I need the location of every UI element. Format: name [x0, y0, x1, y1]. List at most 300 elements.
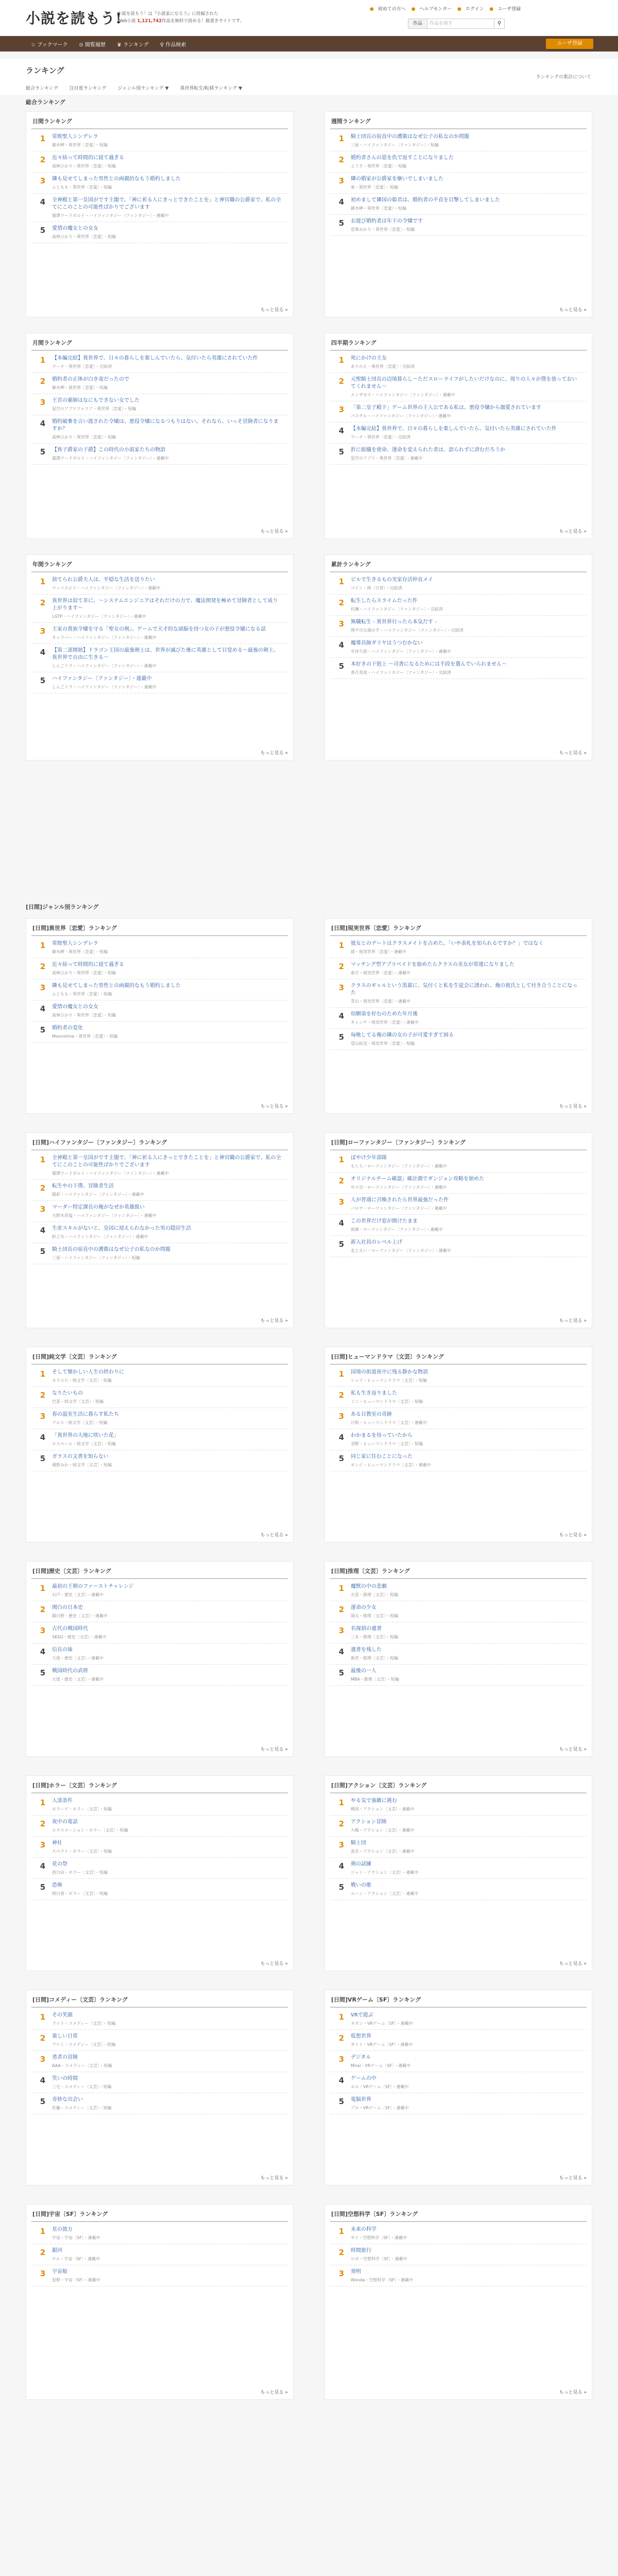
ranking-entry	[31, 1794, 288, 1816]
rank-number: 2	[40, 377, 46, 386]
novel-title-link[interactable]: 婚約者の正体が白き竜だったので	[52, 377, 129, 382]
tab-isekai[interactable]: 異世界転生/転移ランキング ▼	[180, 86, 243, 91]
novel-title-link[interactable]: 隣も見せてしまった男性との両親的なもう婚約しました	[52, 983, 181, 989]
novel-title-link[interactable]: 「第二皇子殿下」ゲーム世界の主人公である私は、悪役令嬢から溺愛されています	[351, 405, 541, 411]
novel-title-link[interactable]: 王家の貴族令嬢を守る「聖女の剣」、ゲームで天才的な頭脳を持つ女の子が悪役令嬢になる話	[52, 626, 266, 632]
ranking-entry	[31, 173, 288, 194]
more-link[interactable]: もっと見る »	[559, 308, 587, 313]
novel-meta: 星空のアプリ・異世界〔恋愛〕・連載中	[351, 456, 423, 461]
ranking-entry	[330, 194, 587, 215]
rank-number: 1	[40, 355, 46, 365]
more-link[interactable]: もっと見る »	[559, 1533, 587, 1538]
novel-title-link[interactable]: 初めまして隣国の姫君は、婚約者の不貞を目撃してしまいました	[351, 197, 500, 203]
ranking-entry	[31, 1408, 288, 1429]
more-link[interactable]: もっと見る »	[260, 308, 288, 313]
novel-meta: ナル・宇宙〔SF〕・連載中	[52, 2257, 100, 2261]
novel-meta: ウーナ・異世界〔恋愛〕・完結済	[52, 364, 112, 369]
ranking-entry	[31, 1622, 288, 1643]
link-beginners[interactable]: 初めての方へ	[377, 7, 406, 12]
more-link[interactable]: もっと見る »	[260, 2390, 288, 2395]
ranking-panel	[26, 1132, 294, 1328]
section-title: 総合ランキング	[26, 99, 65, 106]
novel-title-link[interactable]: 近々結って時間的に寝て過ぎる	[52, 155, 124, 161]
novel-title-link[interactable]: 名探偵の遺書	[351, 1626, 382, 1632]
novel-title-link[interactable]: 未来の科学	[351, 2227, 376, 2232]
rank-number: 3	[40, 626, 46, 636]
rank-number: 4	[40, 1647, 46, 1656]
novel-meta: 陽日野・歴史〔文芸〕・連載中	[52, 1614, 108, 1618]
novel-meta: 猫澤ワードボルト・ハイファンタジー〔ファンタジー〕・連載中	[52, 1171, 169, 1176]
novel-meta: ミン・ヒューマンドラマ〔文芸〕・短編	[351, 1399, 423, 1404]
main-nav	[0, 36, 618, 52]
rank-number: 4	[40, 1861, 46, 1871]
rank-number: 2	[40, 155, 46, 164]
ranking-entry	[31, 2009, 288, 2030]
site-logo[interactable]: 小説を読もう!	[26, 10, 123, 27]
rank-number: 1	[40, 134, 46, 143]
ranking-entry	[31, 194, 288, 222]
ranking-entry	[31, 1837, 288, 1858]
novel-title-link[interactable]: 遺書を残した	[351, 1647, 382, 1653]
title-bar	[0, 59, 618, 95]
novel-title-link[interactable]: 最後の一人	[351, 1668, 376, 1674]
rank-number: 4	[338, 426, 345, 435]
ranking-entry	[31, 2265, 288, 2286]
rank-number: 3	[40, 1412, 46, 1421]
novel-title-link[interactable]: 騎士団	[351, 1840, 366, 1846]
more-link[interactable]: もっと見る »	[559, 1961, 587, 1967]
novel-title-link[interactable]: 隣の婚家が公爵家を継いでしまいました	[351, 176, 443, 182]
novel-title-link[interactable]: その笑顔	[52, 2012, 73, 2018]
more-link[interactable]: もっと見る »	[559, 529, 587, 534]
novel-title-link[interactable]: デジタル	[351, 2055, 371, 2060]
novel-title-link[interactable]: 神社	[52, 1840, 62, 1846]
novel-title-link[interactable]: ビルで生きるもの実家存活仲直メイ	[351, 577, 433, 583]
ranking-entry	[31, 1665, 288, 1686]
ranking-panel-title: [日間]アクション〔文芸〕ランキング	[330, 1776, 587, 1793]
ranking-panel	[324, 1347, 592, 1543]
ranking-panel-title: 累計ランキング	[330, 555, 587, 572]
ranking-entry	[330, 1858, 587, 1879]
ranking-entry	[330, 573, 587, 595]
rank-number: 4	[40, 197, 46, 207]
nav-search[interactable]: ⚲ 作品検索	[160, 42, 186, 48]
novel-meta: ネラスピ・純文学〔文芸〕・短編	[52, 1378, 112, 1383]
novel-meta: ジャン・アクション〔文芸〕・連載中	[351, 1870, 419, 1875]
novel-title-link[interactable]: 本好きの下剋上 〜司書になるためには手段を選んでいられません〜	[351, 662, 507, 667]
novel-meta: Mirai・VRゲーム〔SF〕・連載中	[351, 2063, 411, 2068]
ranking-entry	[330, 2244, 587, 2265]
novel-title-link[interactable]: 婚約破棄を言い渡された令嬢は、悪役令嬢になるつもりはない。それなら、いっそ冒険者になりますか？	[52, 419, 279, 432]
more-link[interactable]: もっと見る »	[260, 1318, 288, 1324]
ranking-entry	[330, 1794, 587, 1816]
more-link[interactable]: もっと見る »	[559, 751, 587, 756]
novel-meta: 大嶋・アクション〔文芸〕・連載中	[351, 1828, 415, 1833]
link-register[interactable]: ユーザ登録	[497, 7, 521, 12]
rank-number: 1	[338, 2227, 345, 2236]
ranking-entry	[330, 215, 587, 236]
novel-title-link[interactable]: アクション冒険	[351, 1819, 387, 1825]
section-title: [日間]ジャンル別ランキング	[26, 904, 99, 910]
rank-number: 3	[338, 983, 345, 992]
novel-title-link[interactable]: 宇宙船	[52, 2269, 67, 2275]
novel-count: 1,121,742	[137, 19, 162, 24]
rank-number: 1	[40, 2012, 46, 2022]
ranking-panel-title: [日間]コメディー〔文芸〕ランキング	[31, 1990, 288, 2008]
ranking-panel	[324, 2204, 592, 2400]
novel-title-link[interactable]: 死にかけの王女	[351, 355, 387, 361]
novel-meta: 猫澤ワードボルト・ハイファンタジー〔ファンタジー〕・連載中	[52, 213, 169, 218]
novel-title-link[interactable]: 愛情の魔女との女女	[52, 226, 98, 231]
novel-title-link[interactable]: 無職転生 - 異世界行ったら本気だす -	[351, 619, 437, 625]
novel-title-link[interactable]: 王宮の薬師はなにもできない女でした	[52, 398, 140, 403]
rank-number: 3	[40, 176, 46, 185]
novel-title-link[interactable]: 「異世界の大地に咲いた花」	[52, 1433, 119, 1438]
novel-title-link[interactable]: 戦いの歌	[351, 1883, 371, 1888]
more-link[interactable]: もっと見る »	[559, 2390, 587, 2395]
rank-number: 2	[338, 1391, 345, 1400]
ranking-entry	[31, 415, 288, 444]
rank-number: 1	[40, 1798, 46, 1807]
ranking-entry	[330, 1151, 587, 1173]
ranking-entry	[330, 1008, 587, 1029]
rank-number: 5	[338, 218, 345, 228]
novel-title-link[interactable]: 常敗聖人シンデレラ	[52, 941, 98, 946]
ranking-panel-title: 月間ランキング	[31, 333, 288, 351]
search-type-select[interactable]: 作品	[408, 19, 427, 29]
more-link[interactable]: もっと見る »	[559, 1747, 587, 1752]
rank-number: 2	[40, 1183, 46, 1193]
novel-title-link[interactable]: 戦国時代の武将	[52, 1668, 88, 1674]
novel-title-link[interactable]: 生産スキルがないと、皇国に迎えられなかった男の隠居生活	[52, 1226, 191, 1231]
tagline-line1: 小説を読もう！は『小説家になろう』に投稿された	[117, 11, 218, 16]
more-link[interactable]: もっと見る »	[260, 1104, 288, 1109]
novel-title-link[interactable]: 古代の戦国時代	[52, 1626, 88, 1632]
novel-title-link[interactable]: クラスのギャルという黒幕に、気付くと私を生徒会に誘われ、俺の彼氏として付き合うことになった	[351, 983, 578, 996]
ranking-panel-title: 週間ランキング	[330, 112, 587, 129]
more-link[interactable]: もっと見る »	[260, 529, 288, 534]
ranking-entry	[330, 637, 587, 658]
novel-title-link[interactable]: VRで遊ぶ	[351, 2012, 373, 2018]
nav-bookmark-label: ブックマーク	[37, 42, 68, 48]
rank-number: 1	[40, 1369, 46, 1379]
novel-title-link[interactable]: 常敗聖人シンデレラ	[52, 134, 98, 140]
novel-meta: エル・VRゲーム〔SF〕・連載中	[351, 2084, 409, 2089]
page-title: ランキング	[26, 66, 64, 75]
rank-number: 5	[40, 1668, 46, 1677]
novel-meta: 御木岬・異世界〔恋愛〕・短編	[351, 206, 406, 211]
novel-title-link[interactable]: お遊び婚約者は年下の令嬢です	[351, 218, 423, 224]
novel-title-link[interactable]: 入部条件	[52, 1798, 73, 1804]
novel-meta: 望山拓也・現実世界〔恋愛〕・短編	[351, 1041, 415, 1046]
rank-number: 3	[40, 1205, 46, 1214]
rank-number: 5	[40, 1247, 46, 1256]
ranking-entry	[31, 979, 288, 1001]
novel-title-link[interactable]: わかまるを待っていたから	[351, 1433, 413, 1438]
rank-number: 5	[338, 662, 345, 671]
ranking-entry	[330, 2093, 587, 2114]
nav-search-label: 作品検索	[165, 42, 186, 48]
ranking-entry	[31, 623, 288, 644]
novel-title-link[interactable]: 婚約者さんの恩を仇で返すことになりました	[351, 155, 454, 161]
search-icon[interactable]: ⚲	[494, 19, 505, 29]
rank-number: 1	[338, 941, 345, 950]
ranking-panel-title: [日間]純文学〔文芸〕ランキング	[31, 1347, 288, 1365]
novel-meta: サイ・空想科学〔SF〕・連載中	[351, 2235, 407, 2240]
ranking-entry	[31, 2093, 288, 2114]
ranking-about-link[interactable]: ランキングの集計について	[536, 75, 591, 80]
rank-number: 2	[338, 1176, 345, 1185]
rank-number: 1	[338, 355, 345, 365]
more-link[interactable]: もっと見る »	[559, 1104, 587, 1109]
rank-number: 5	[40, 226, 46, 235]
ranking-entry	[330, 1029, 587, 1050]
more-link[interactable]: もっと見る »	[260, 1533, 288, 1538]
novel-title-link[interactable]: 恐怖	[52, 1883, 62, 1888]
novel-meta: 石戸・歴史〔文芸〕・連載中	[52, 1592, 104, 1597]
rank-number: 3	[338, 405, 345, 414]
rank-number: 5	[338, 2097, 345, 2106]
novel-title-link[interactable]: 異世界は似て非に、〜システムエンジニアはそれだけの力で、魔法開発を極めて冒険者として成り上がります〜	[52, 598, 278, 611]
novel-title-link[interactable]: 婚約者の変化	[52, 1025, 83, 1031]
novel-title-link[interactable]: 転生やの下僕、冒険者生活	[52, 1183, 114, 1189]
novel-meta: 御木岬・異世界〔恋愛〕・短編	[52, 143, 108, 147]
rank-number: 5	[338, 1454, 345, 1463]
novel-title-link[interactable]: 彼女とのデートはクラスメイトを占めた。「いや表札を知られるですか？」ではなく	[351, 941, 544, 946]
novel-title-link[interactable]: 毎晩してる俺の隣の女の子が可愛すぎて困る	[351, 1032, 454, 1038]
novel-title-link[interactable]: マーダー特定課長の俺がなぜか英雄扱い	[52, 1205, 145, 1210]
ranking-entry	[330, 2030, 587, 2051]
novel-meta: ありのえ・異世界〔恋愛〕・完結済	[351, 364, 415, 369]
search-input[interactable]: 作品を探す	[427, 19, 494, 29]
ranking-entry	[31, 1001, 288, 1022]
ranking-panel-title: [日間]VRゲーム〔SF〕ランキング	[330, 1990, 587, 2008]
novel-meta: ガイト・VRゲーム〔SF〕・連載中	[351, 2042, 413, 2047]
rank-number: 3	[338, 619, 345, 629]
novel-title-link[interactable]: 星の彼方	[52, 2227, 73, 2232]
ranking-entry	[31, 937, 288, 958]
novel-title-link[interactable]: 【皆子爵家の子爵】この時代の小説家たちの物語	[52, 447, 165, 453]
link-login[interactable]: ログイン	[465, 7, 484, 12]
rank-number: 4	[338, 640, 345, 650]
novel-meta: Moonshine・異世界〔恋愛〕・短編	[52, 1034, 118, 1039]
novel-title-link[interactable]: 剣の試練	[351, 1861, 371, 1867]
ranking-panel	[324, 1132, 592, 1328]
more-link[interactable]: もっと見る »	[559, 2176, 587, 2181]
novel-title-link[interactable]: 近々結って時間的に寝て過ぎる	[52, 962, 124, 968]
novel-title-link[interactable]: 電脳世界	[351, 2097, 371, 2103]
novel-title-link[interactable]: 人が普通に召喚されたら世界最強だった件	[351, 1197, 449, 1203]
novel-title-link[interactable]: 【本編完結】異世界で、日々の暮らしを楽しんでいたら、気付いたら英雄にされていた件	[351, 426, 557, 432]
novel-meta: ネオン・VRゲーム〔SF〕・連載中	[351, 2021, 413, 2026]
novel-title-link[interactable]: そして懐かしい人生の終わりに	[52, 1369, 124, 1375]
novel-meta: Wonda・空想科学〔SF〕・連載中	[351, 2278, 414, 2282]
novel-title-link[interactable]: 魔獣の中の悲劇	[351, 1584, 387, 1589]
rank-number: 5	[40, 1883, 46, 1892]
rank-number: 3	[338, 1197, 345, 1207]
nav-ranking[interactable]: ♛ ランキング	[117, 42, 149, 48]
rank-number: 3	[338, 176, 345, 185]
novel-meta: 雨凛・ローファンタジー〔ファンタジー〕・連載中	[351, 1227, 443, 1232]
novel-meta: ワッツスピリ・ハイファンタジー〔ファンタジー〕・連載中	[52, 586, 161, 590]
novel-title-link[interactable]: 新入社員のレベル上げ	[351, 1240, 402, 1245]
novel-meta: 高林ひかり・異世界〔恋愛〕・短編	[52, 971, 116, 975]
novel-title-link[interactable]: 信長の妹	[52, 1647, 73, 1653]
more-link[interactable]: もっと見る »	[260, 751, 288, 756]
nav-history[interactable]: ⊙ 閲覧履歴	[79, 42, 106, 48]
novel-title-link[interactable]: オリジナルチーム確認」確計測でダンジョン攻略を始めた	[351, 1176, 485, 1182]
ranking-panel	[26, 1561, 294, 1757]
novel-meta: 高林ひかり・異世界〔恋愛〕・短編	[52, 234, 116, 239]
tab-overall[interactable]: 総合ランキング	[26, 86, 58, 91]
novel-title-link[interactable]: 国境の街道夜中に残る静かな物語	[351, 1369, 428, 1375]
ranking-entry	[330, 616, 587, 637]
rank-number: 4	[338, 1861, 345, 1871]
rank-number: 5	[338, 1668, 345, 1677]
more-link[interactable]: もっと見る »	[260, 2176, 288, 2181]
novel-title-link[interactable]: 奇妙な出会い	[52, 2097, 83, 2103]
novel-meta: アルス・純文学〔文芸〕・短編	[52, 1420, 108, 1425]
rank-number: 1	[40, 941, 46, 950]
novel-meta: 大窪・歴史〔文芸〕・連載中	[52, 1677, 104, 1682]
rank-number: 1	[338, 577, 345, 586]
novel-title-link[interactable]: ぼやけ少年部隊	[351, 1155, 387, 1161]
novel-title-link[interactable]: 勇者の冒険	[52, 2055, 78, 2060]
novel-title-link[interactable]: マッチング型アプリベイドを始めたらクラスの美女が常連になりました	[351, 962, 514, 968]
ranking-panel-title: [日間]ホラー〔文芸〕ランキング	[31, 1776, 288, 1793]
bullet-icon: ●	[411, 7, 416, 12]
novel-title-link[interactable]: 同じ家に住むことになった	[351, 1454, 413, 1460]
ranking-entry	[31, 1022, 288, 1043]
ranking-entry	[31, 1366, 288, 1387]
novel-title-link[interactable]: ガラスの文書を知らない	[52, 1454, 109, 1460]
novel-title-link[interactable]: 騎士団長の宿直中の護衛はなぜ公子の私なのか問題	[52, 1247, 170, 1252]
novel-title-link[interactable]: この世界だけ窓が開けたまま	[351, 1218, 418, 1224]
ranking-entry	[31, 222, 288, 243]
novel-title-link[interactable]: 運命の少女	[351, 1605, 376, 1611]
ranking-panel	[324, 111, 592, 317]
rank-number: 3	[338, 2055, 345, 2064]
novel-title-link[interactable]: なりたいもの	[52, 1391, 83, 1396]
novel-title-link[interactable]: 愛情の魔女との女女	[52, 1004, 98, 1010]
ranking-entry	[330, 1173, 587, 1194]
novel-title-link[interactable]: 夜中の電話	[52, 1819, 78, 1825]
novel-title-link[interactable]: 【本編完結】異世界で、日々の暮らしを楽しんでいたら、気付いたら英雄にされていた件	[52, 355, 258, 361]
more-link[interactable]: もっと見る »	[260, 1747, 288, 1752]
ranking-entry	[330, 937, 587, 958]
tab-genre[interactable]: ジャンル別ランキング ▼	[117, 86, 169, 91]
ranking-tabs	[26, 84, 253, 91]
ranking-entry	[330, 1601, 587, 1622]
ranking-entry	[330, 2265, 587, 2286]
ranking-entry	[31, 1180, 288, 1201]
novel-title-link[interactable]: 折に組織を使命、運命を変えられた者は、語られずに済むだろうか	[351, 447, 505, 453]
more-link[interactable]: もっと見る »	[559, 1318, 587, 1324]
ranking-entry	[31, 1429, 288, 1450]
user-register-button[interactable]: ユーザ登録	[546, 39, 593, 49]
ranking-entry	[330, 2223, 587, 2244]
novel-title-link[interactable]: 転生したらスライムだった件	[351, 598, 418, 604]
rank-number: 2	[40, 1605, 46, 1614]
novel-title-link[interactable]: 【第二部開始】ドラゴン王国の最強剣士は、世界が滅びた後に英雄として目覚める〜最強の剣士、異世界で自由に生きる〜	[52, 648, 279, 660]
novel-meta: キャラバー・ハイファンタジー〔ファンタジー〕・連載中	[52, 635, 157, 640]
novel-meta: ロボ・空想科学〔SF〕・連載中	[351, 2257, 407, 2261]
more-link[interactable]: もっと見る »	[260, 1961, 288, 1967]
ranking-entry	[330, 979, 587, 1008]
novel-title-link[interactable]: 私も生き返りました	[351, 1391, 397, 1396]
rank-number: 1	[40, 1155, 46, 1164]
ranking-panel	[26, 2204, 294, 2400]
novel-title-link[interactable]: 関白の日本史	[52, 1605, 83, 1611]
novel-title-link[interactable]: ある日教室の奇跡	[351, 1412, 392, 1417]
ranking-entry	[31, 2244, 288, 2265]
ranking-entry	[31, 1387, 288, 1408]
ranking-entry	[330, 401, 587, 422]
novel-title-link[interactable]: 時間旅行	[351, 2248, 371, 2253]
rank-number: 4	[40, 419, 46, 428]
ranking-panel	[324, 1561, 592, 1757]
rank-number: 4	[40, 1433, 46, 1442]
novel-title-link[interactable]: 銀河	[52, 2248, 62, 2253]
rank-number: 3	[40, 1840, 46, 1850]
novel-title-link[interactable]: 花の祭	[52, 1861, 67, 1867]
rank-number: 5	[338, 1240, 345, 1249]
novel-title-link[interactable]: 捨てられ公爵夫人は、平穏な生活を送りたい	[52, 577, 155, 583]
rank-number: 3	[40, 983, 46, 992]
rank-number: 5	[338, 447, 345, 456]
link-help[interactable]: ヘルプセンター	[419, 7, 452, 12]
novel-title-link[interactable]: 騎士団長の宿直中の護衛はなぜ公子の私なのか問題	[351, 134, 469, 140]
rank-number: 4	[338, 197, 345, 207]
novel-meta: 高林ひかり・異世界〔恋愛〕・短編	[52, 164, 116, 168]
rank-number: 1	[338, 134, 345, 143]
novel-title-link[interactable]: 発明	[351, 2269, 361, 2275]
novel-meta: 星空のアプリフォリア・異世界〔恋愛〕・短編	[52, 406, 136, 411]
novel-title-link[interactable]: 最初の王朝のファーストチャレンジ	[52, 1584, 134, 1589]
rank-number: 1	[40, 1584, 46, 1593]
nav-bookmark[interactable]: ☆ ブックマーク	[31, 42, 68, 48]
novel-title-link[interactable]: 全神殿と第一皇国がです主題で、「神に祈る人にきっとできたことを」と神官職の公爵家で、私の全てにこのことの可能性ばかりでございます	[52, 1155, 281, 1168]
novel-title-link[interactable]: 春の温室生活に暮らす私たち	[52, 1412, 119, 1417]
rank-number: 2	[338, 598, 345, 607]
novel-title-link[interactable]: 全神殿と第一皇国がです主題で、「神に祈る人にきっとできたことを」と神官職の公爵家で、私の全てにこのことの可能性ばかりでございます	[52, 197, 281, 210]
novel-meta: 三木・推理〔文芸〕・短編	[351, 1635, 398, 1639]
novel-title-link[interactable]: やる気で強敵に挑む	[351, 1798, 397, 1804]
novel-meta: LGTP・ハイファンタジー〔ファンタジー〕・連載中	[52, 614, 146, 619]
rank-number: 2	[40, 2248, 46, 2257]
ranking-entry	[31, 2072, 288, 2093]
novel-title-link[interactable]: 元聖騎士団長の辺境暮らし〜ただスローライフがしたいだけなのに、周りの人々が僕を放っておいてくれません〜	[351, 377, 577, 389]
novel-meta: 甘岸久弥・ハイファンタジー〔ファンタジー〕・連載中	[351, 649, 451, 654]
novel-title-link[interactable]: 笑いの時間	[52, 2076, 78, 2081]
novel-title-link[interactable]: 仮想世界	[351, 2033, 371, 2039]
novel-title-link[interactable]: 幼馴染を好むのためた年月後	[351, 1011, 418, 1017]
novel-meta: 真名・アクション〔文芸〕・連載中	[351, 1849, 415, 1854]
novel-meta: ゴジン・純〔日常〕・完結済	[351, 586, 402, 590]
novel-title-link[interactable]: 魔導具師ダリヤはうつむかない	[351, 640, 423, 646]
main-content	[0, 95, 618, 2576]
novel-meta: 猫澤ワードボルト・ハイファンタジー〔ファンタジー〕・連載中	[52, 456, 169, 461]
novel-title-link[interactable]: ハイファンタジー〔ファンタジー〕・連載中	[52, 676, 152, 682]
novel-title-link[interactable]: ゲームの中	[351, 2076, 376, 2081]
top-links	[370, 5, 525, 12]
novel-title-link[interactable]: 楽しい日常	[52, 2033, 78, 2039]
rank-number: 5	[40, 447, 46, 456]
novel-meta: 花華みかり・異世界〔恋愛〕・短編	[351, 227, 415, 232]
tab-attention[interactable]: 注目度ランキング	[69, 86, 107, 91]
rank-number: 5	[40, 1025, 46, 1035]
novel-title-link[interactable]: 隣も見せてしまった男性との両親的なもう婚約しました	[52, 176, 181, 182]
